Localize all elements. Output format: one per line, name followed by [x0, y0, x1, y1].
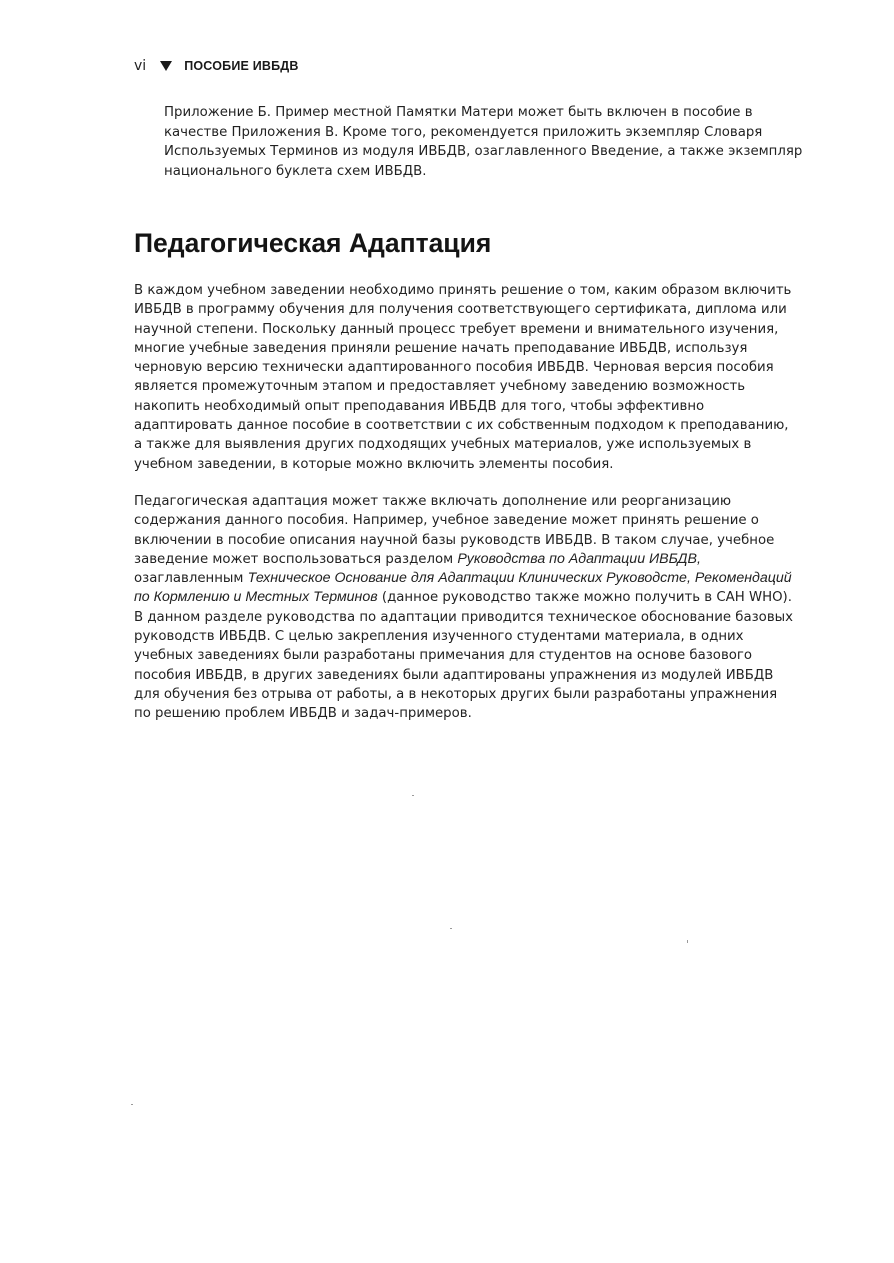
scan-speck: [131, 1104, 133, 1105]
scan-speck: [687, 940, 688, 943]
scan-speck: [412, 795, 414, 796]
paragraph-2-italic-section-title: Техническое Основание для Адаптации Клинических Руководсте, Рекомендаций по Кормлению и Местных Терминов: [134, 570, 792, 606]
body-paragraph-1: В каждом учебном заведении необходимо принять решение о том, каким образом включить ИВБДВ в программу обучения для получения соответствующего сертификата, диплома или научной степени. Поскольку данный процесс требует времени и внимательного изучения, многие учебные заведения приняли решение начать преподавание ИВБДВ, используя черновую версию технически адаптированного пособия ИВБДВ. Черновая версия пособия является промежуточным этапом и предоставляет учебному заведению возможность накопить необходимый опыт преподавания ИВБДВ для того, чтобы эффективно адаптировать данное пособие в соответствии с их собственным подходом к преподаванию, а также для выявления других подходящих учебных материалов, уже используемых в учебном заведении, в которые можно включить элементы пособия.: [134, 283, 792, 472]
triangle-down-icon: [160, 61, 172, 71]
page-number: vi: [134, 58, 147, 74]
paragraph-2-italic-guide-title: Руководства по Адаптации ИВБДВ,: [457, 550, 701, 567]
scan-speck: [450, 928, 452, 929]
paragraph-2-text-1: Педагогическая адаптация может также включать дополнение или реорганизацию содержания данного пособия. Например, учебное заведение может принять решение о включении в пособие описания научной базы руководств ИВБДВ. В таком случае, учебное заведение может воспользоваться разделом: [134, 494, 775, 567]
paragraph-2-text-3: (данное руководство также можно получить в САН WHO). В данном разделе руководства по адаптации приводится техническое обоснование базовых руководств ИВБДВ. С целью закрепления изученного студентами материала, в одних учебных заведениях были разработаны примечания для студентов на основе базового пособия ИВБДВ, в других заведениях были адаптированы упражнения из модулей ИВБДВ для обучения без отрыва от работы, а в некоторых других были разработаны упражнения по решению проблем ИВБДВ и задач-примеров.: [134, 590, 794, 722]
paragraph-2-text-2: озаглавленным: [134, 571, 248, 587]
intro-paragraph: Приложение Б. Пример местной Памятки Матери может быть включен в пособие в качестве Приложения В. Кроме того, рекомендуется приложить экземпляр Словаря Используемых Терминов из модуля ИВБДВ, озаглавленного Введение, а также экземпляр национального буклета схем ИВБДВ.: [164, 105, 803, 179]
section-title: Педагогическая Адаптация: [134, 228, 492, 258]
running-head: [134, 58, 299, 74]
running-head-title: ПОСОБИЕ ИВБДВ: [184, 59, 299, 73]
body-paragraph-2: [134, 492, 798, 724]
